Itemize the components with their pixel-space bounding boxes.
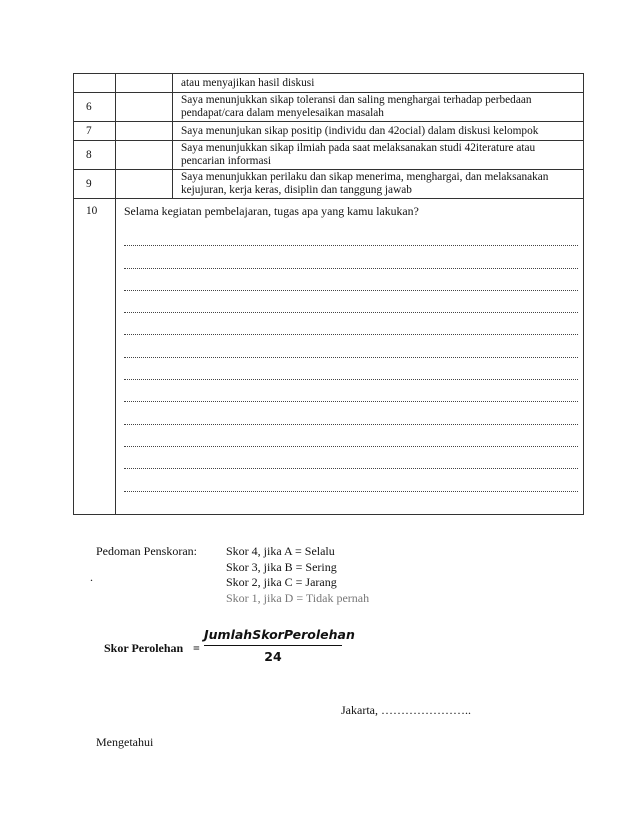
scoring-item: Skor 4, jika A = Selalu (226, 544, 335, 558)
row-number: 7 (74, 122, 116, 141)
scoring-guide-list (226, 544, 369, 606)
answer-line[interactable] (124, 469, 578, 491)
answer-line[interactable] (124, 335, 578, 357)
answer-line[interactable] (124, 246, 578, 268)
answer-line[interactable] (124, 447, 578, 469)
scoring-item: Skor 3, jika B = Sering (226, 559, 337, 574)
answer-line[interactable] (124, 402, 578, 424)
scoring-item: Skor 1, jika D = Tidak pernah (226, 590, 370, 605)
score-fraction (204, 627, 355, 664)
answer-line[interactable] (124, 313, 578, 335)
score-cell (116, 141, 173, 170)
statement-text: Saya menunjukan sikap positip (individu dan 42ocial) dalam diskusi kelompok (173, 122, 584, 141)
row-number (74, 199, 116, 584)
answer-line[interactable] (124, 425, 578, 447)
essay-cell (116, 199, 584, 515)
row-number (74, 74, 116, 93)
essay-row (74, 199, 584, 515)
stray-mark: . (90, 570, 93, 584)
answer-area[interactable] (124, 224, 579, 492)
scoring-item: Skor 2, jika C = Jarang (226, 575, 337, 589)
table-row (74, 74, 584, 93)
statement-text: Saya menunjukkan sikap ilmiah pada saat melaksanakan studi 42iterature atau pencarian informasi (173, 141, 584, 170)
table-row (74, 122, 584, 141)
answer-line[interactable] (124, 358, 578, 380)
fraction-denominator: 24 (264, 649, 282, 664)
answer-line[interactable] (124, 224, 578, 246)
score-formula-label: Skor Perolehan (104, 641, 184, 655)
table-row (74, 93, 584, 122)
table-row (74, 141, 584, 170)
table-row (74, 170, 584, 199)
place-date-line: Jakarta, ………………….. (341, 703, 471, 717)
answer-line[interactable] (124, 269, 578, 291)
fraction-numerator: JumlahSkorPerolehan (204, 627, 342, 646)
statement-text: Saya menunjukkan perilaku dan sikap menerima, menghargai, dan melaksanakan kejujuran, kerja keras, disiplin dan tanggung jawab (173, 170, 584, 199)
statement-text: atau menyajikan hasil diskusi (173, 74, 584, 93)
row-number: 8 (74, 141, 116, 170)
answer-line[interactable] (124, 380, 578, 402)
essay-question: Selama kegiatan pembelajaran, tugas apa yang kamu lakukan? (124, 204, 419, 218)
row-number: 9 (74, 170, 116, 199)
row-number: 6 (74, 93, 116, 122)
equals-sign: = (193, 641, 200, 655)
statement-text: Saya menunjukkan sikap toleransi dan saling menghargai terhadap perbedaan pendapat/cara dalam menyelesaikan masalah (173, 93, 584, 122)
score-cell (116, 93, 173, 122)
acknowledge-label: Mengetahui (96, 735, 154, 749)
score-cell (116, 122, 173, 141)
answer-line[interactable] (124, 291, 578, 313)
score-cell (116, 74, 173, 93)
score-cell (116, 170, 173, 199)
scoring-guide-label: Pedoman Penskoran: (96, 544, 197, 558)
essay-number: 10 (86, 205, 98, 217)
